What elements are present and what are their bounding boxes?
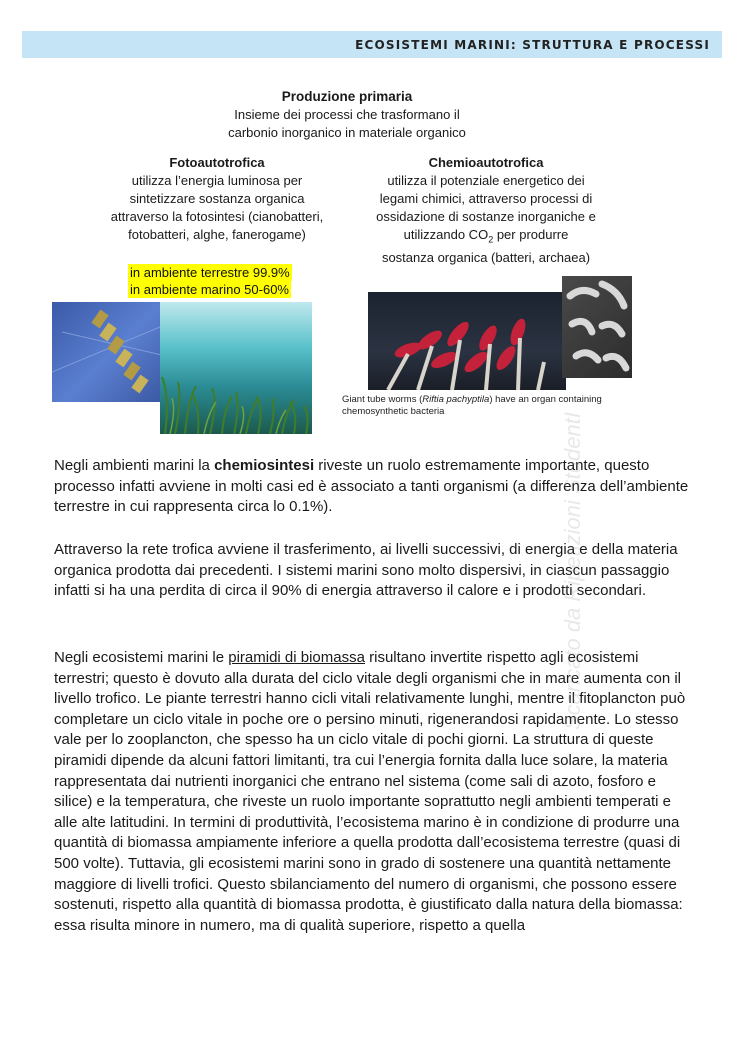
chemoautotrophic-column [352, 154, 620, 267]
figure-caption [342, 394, 642, 418]
paragraph-text: riveste un ruolo estremamente importante, questo processo infatti avviene in molti casi ed è associato a tanti organismi (a differenza dell’ambiente terrestre in cui rappresenta circa lo 0.1%). [54, 457, 689, 516]
highlight-terrestrial: in ambiente terrestre 99.9% [130, 265, 290, 280]
photoautotrophic-line: attraverso la fotosintesi (cianobatteri, [110, 209, 324, 224]
photoautotrophic-title: Fotoautotrofica [169, 155, 265, 170]
figure-title: Produzione primaria [281, 89, 413, 104]
figure-subtitle [182, 106, 512, 142]
caption-text: ) have an organ containing chemosynthetic bacteria [342, 394, 602, 417]
caption-species: Riftia pachyptila [422, 394, 490, 405]
chemoautotrophic-line: sostanza organica (batteri, archaea) [381, 249, 591, 265]
caption-text: Giant tube worms ( [342, 394, 423, 405]
chemoautotrophic-line: legami chimici, attraverso processi di [379, 191, 593, 206]
chemoautotrophic-line [352, 226, 620, 249]
page-header-title: ECOSISTEMI MARINI: STRUTTURA E PROCESSI [355, 38, 710, 52]
seagrass-image [160, 302, 312, 434]
photoautotrophic-column [92, 154, 342, 244]
highlight-marine: in ambiente marino 50-60% [130, 282, 289, 297]
chemoautotrophic-line: ossidazione di sostanze inorganiche e [376, 209, 596, 224]
paragraph-text: Negli ecosistemi marini le [54, 649, 229, 666]
watermark: Scaricato da Ripetizioni StudentI [560, 412, 585, 730]
photoautotrophic-line: sintetizzare sostanza organica [129, 191, 305, 206]
chemoautotrophic-title: Chemioautotrofica [428, 155, 544, 170]
co2-subscript: 2 [488, 234, 494, 245]
key-term: chemiosintesi [214, 457, 315, 474]
paragraph-biomass-pyramids [54, 648, 694, 936]
paragraph-trophic-network: Attraverso la rete trofica avviene il trasferimento, ai livelli successivi, di energia e della materia organica prodotta dai precedenti. I sistemi marini sono molto dispersivi, in ciascun passaggio infatti si ha una perdita di circa il 90% di energia attraverso il calore e i prodotti secondari. [54, 541, 678, 600]
chemoautotrophic-line: utilizza il potenziale energetico dei [387, 173, 585, 188]
figure-subtitle-line: carbonio inorganico in materiale organico [228, 125, 466, 140]
co2-line-post: per produrre [493, 227, 569, 242]
header-bar [22, 31, 722, 58]
bacteria-image [562, 276, 632, 378]
figure-subtitle-line: Insieme dei processi che trasformano il [234, 107, 460, 122]
paragraph-text: risultano invertite rispetto agli ecosistemi terrestri; questo è dovuto alla durata del ciclo vitale degli organismi che in mare aumenta con il livello trofico. Le piante terrestri hanno cicli vitali relativamente lunghi, mentre il fitoplancton può completare un ciclo vitale in poche ore o persino minuti, rigenerandosi rapidamente. Lo stesso vale per lo zooplancton, che spesso ha un ciclo vitale di pochi giorni. La struttura di queste piramidi dipende da alcuni fattori limitanti, tra cui l’energia fornita dalla luce solare, la materia rappresentata dai nutrienti inorganici che entrano nel sistema (come sali di azoto, fosforo e silice) e la temperatura, che riveste un ruolo importante soprattutto negli ambienti temperati e alle alte latitudini. In termini di produttività, l’ecosistema marino è in condizione di produrre una quantità di biomassa ampiamente inferiore a quella prodotta dall’ecosistema terrestre (quasi di 500 volte). Tuttavia, gli ecosistemi marini sono in grado di sostenere una quantità nettamente maggiore di livelli trofici. Questo sbilanciamento del numero di organismi, che possono essere sostenuti, rispetto alla quantità di biomassa prodotta, è giustificato dalla natura della biomassa: essa risulta minore in numero, ma di qualità superiore, rispetto a quella [54, 649, 686, 934]
paragraph-text: Negli ambienti marini la [54, 457, 215, 474]
photoautotrophic-line: utilizza l’energia luminosa per [131, 173, 303, 188]
co2-line-pre: utilizzando CO [403, 227, 489, 242]
tube-worms-image [368, 292, 566, 390]
underlined-term: piramidi di biomassa [228, 649, 365, 666]
paragraph-chemosynthesis [54, 456, 694, 518]
photoautotrophic-line: fotobatteri, alghe, fanerogame) [128, 227, 306, 242]
primary-production-figure [52, 84, 642, 436]
